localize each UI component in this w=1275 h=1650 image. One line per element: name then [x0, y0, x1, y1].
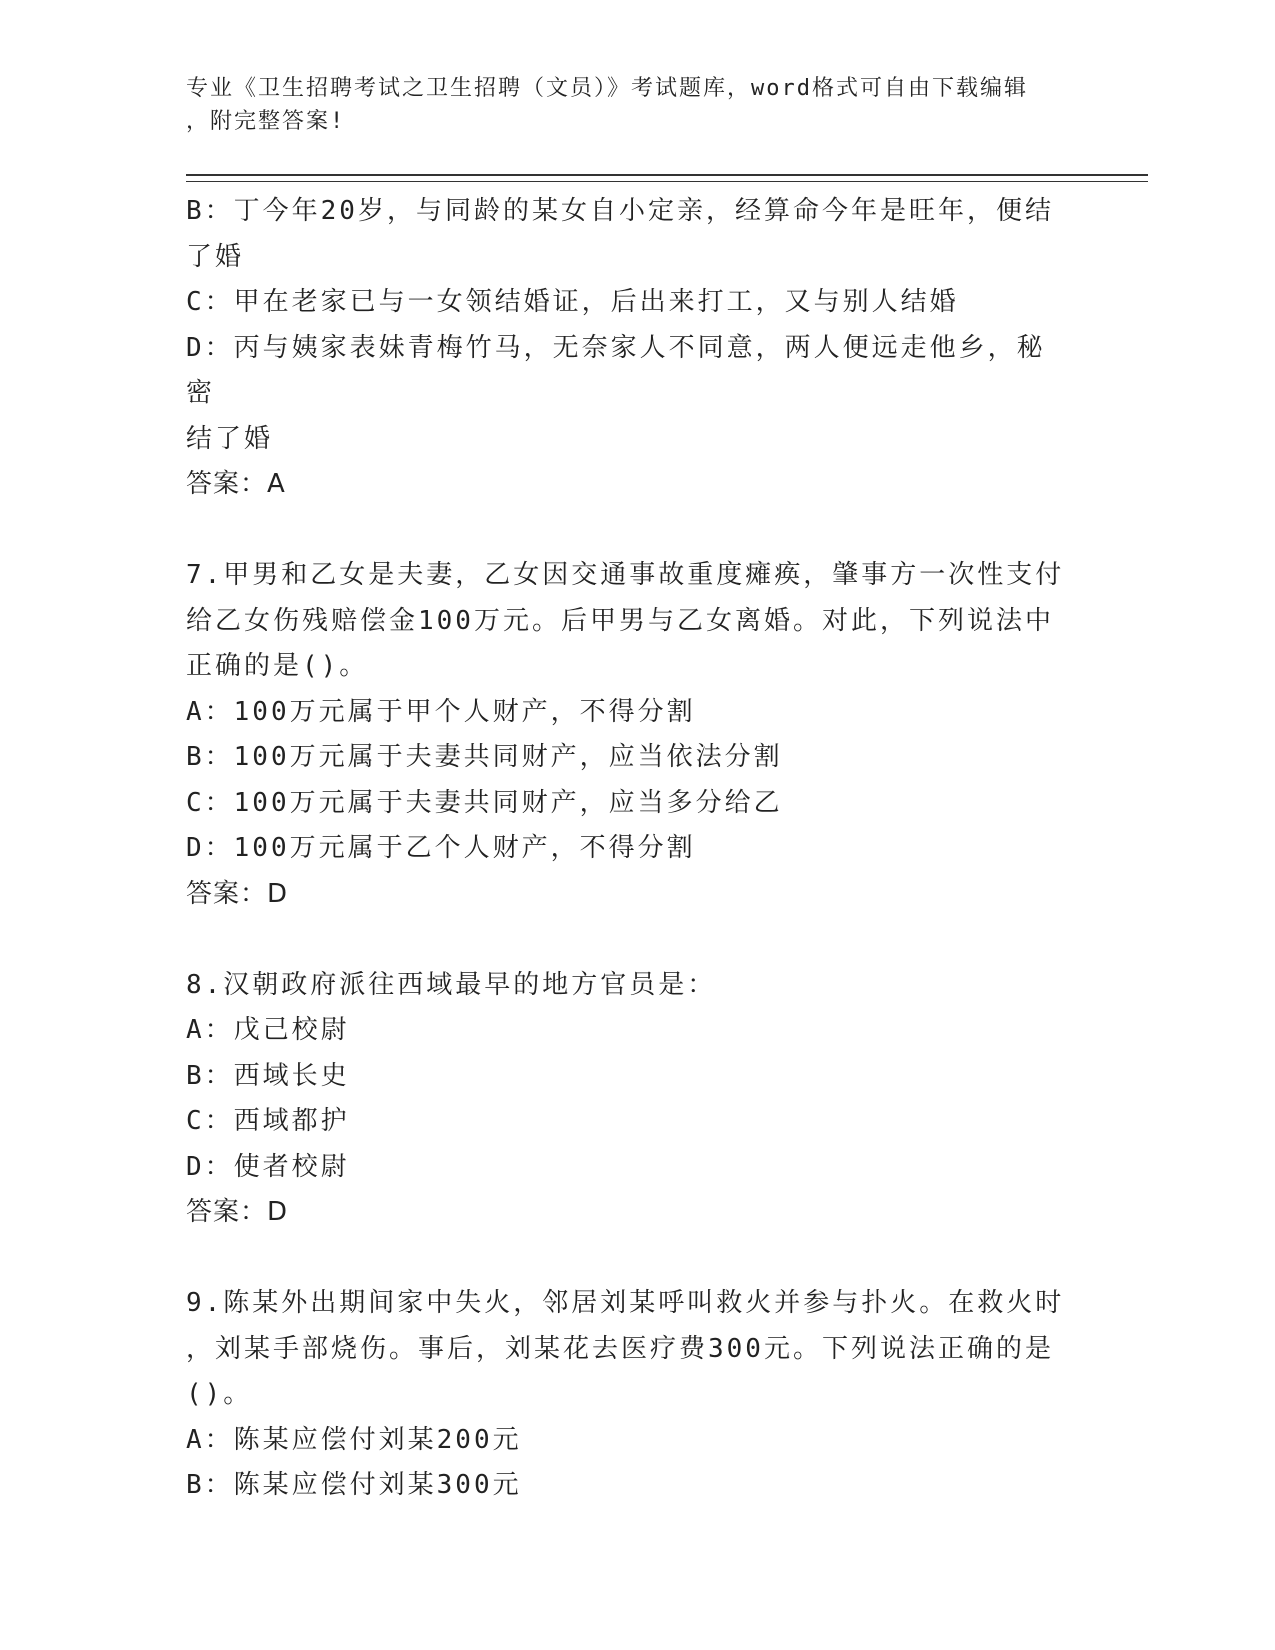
option-a: A：100万元属于甲个人财产，不得分割	[186, 696, 696, 727]
question-stem-line-2: 给乙女伤残赔偿金100万元。后甲男与乙女离婚。对此，下列说法中	[186, 605, 1054, 636]
option-b-line-2: 了婚	[186, 241, 245, 272]
option-c: C：西域都护	[186, 1106, 350, 1136]
spacer	[186, 508, 1066, 554]
option-c: C：100万元属于夫妻共同财产，应当多分给乙	[186, 787, 783, 818]
prev-question-options	[186, 189, 1066, 508]
option-d-line-1: D：丙与姨家表妹青梅竹马，无奈家人不同意，两人便远走他乡，秘密	[186, 332, 1046, 408]
question-stem-line-2: ，刘某手部烧伤。事后，刘某花去医疗费300元。下列说法正确的是	[186, 1333, 1054, 1364]
question-stem-line-3: 正确的是()。	[186, 651, 369, 681]
spacer	[186, 1236, 1066, 1282]
header-line-2: ，附完整答案!	[186, 109, 346, 134]
option-b: B：西域长史	[186, 1060, 350, 1091]
option-d: D：100万元属于乙个人财产，不得分割	[186, 833, 696, 863]
page-header	[186, 72, 1066, 138]
answer: 答案：A	[186, 469, 286, 499]
question-stem-line-1: 9.陈某外出期间家中失火，邻居刘某呼叫救火并参与扑火。在救火时	[186, 1288, 1065, 1318]
option-d: D：使者校尉	[186, 1151, 350, 1182]
question-stem-line-1: 7.甲男和乙女是夫妻，乙女因交通事故重度瘫痪，肇事方一次性支付	[186, 560, 1065, 590]
question-9	[186, 1281, 1066, 1509]
answer: 答案：D	[186, 878, 289, 909]
question-stem: 8.汉朝政府派往西域最早的地方官员是：	[186, 969, 717, 1000]
option-d-line-2: 结了婚	[186, 423, 274, 454]
option-c: C：甲在老家已与一女领结婚证，后出来打工，又与别人结婚	[186, 287, 959, 317]
option-a: A：陈某应偿付刘某200元	[186, 1424, 522, 1455]
spacer	[186, 917, 1066, 963]
header-divider-thick	[186, 174, 1148, 176]
question-8	[186, 963, 1066, 1236]
question-stem-line-3: ()。	[186, 1379, 253, 1409]
option-b-line-1: B：丁今年20岁，与同龄的某女自小定亲，经算命今年是旺年，便结	[186, 196, 1054, 226]
answer: 答案：D	[186, 1197, 289, 1227]
document-body	[186, 189, 1066, 1509]
option-a: A：戊己校尉	[186, 1015, 350, 1045]
header-line-1: 专业《卫生招聘考试之卫生招聘（文员）》考试题库，word格式可自由下载编辑	[186, 76, 1028, 101]
header-divider-thin	[186, 181, 1148, 182]
option-b: B：陈某应偿付刘某300元	[186, 1470, 522, 1500]
option-b: B：100万元属于夫妻共同财产，应当依法分割	[186, 742, 783, 772]
question-7	[186, 553, 1066, 917]
